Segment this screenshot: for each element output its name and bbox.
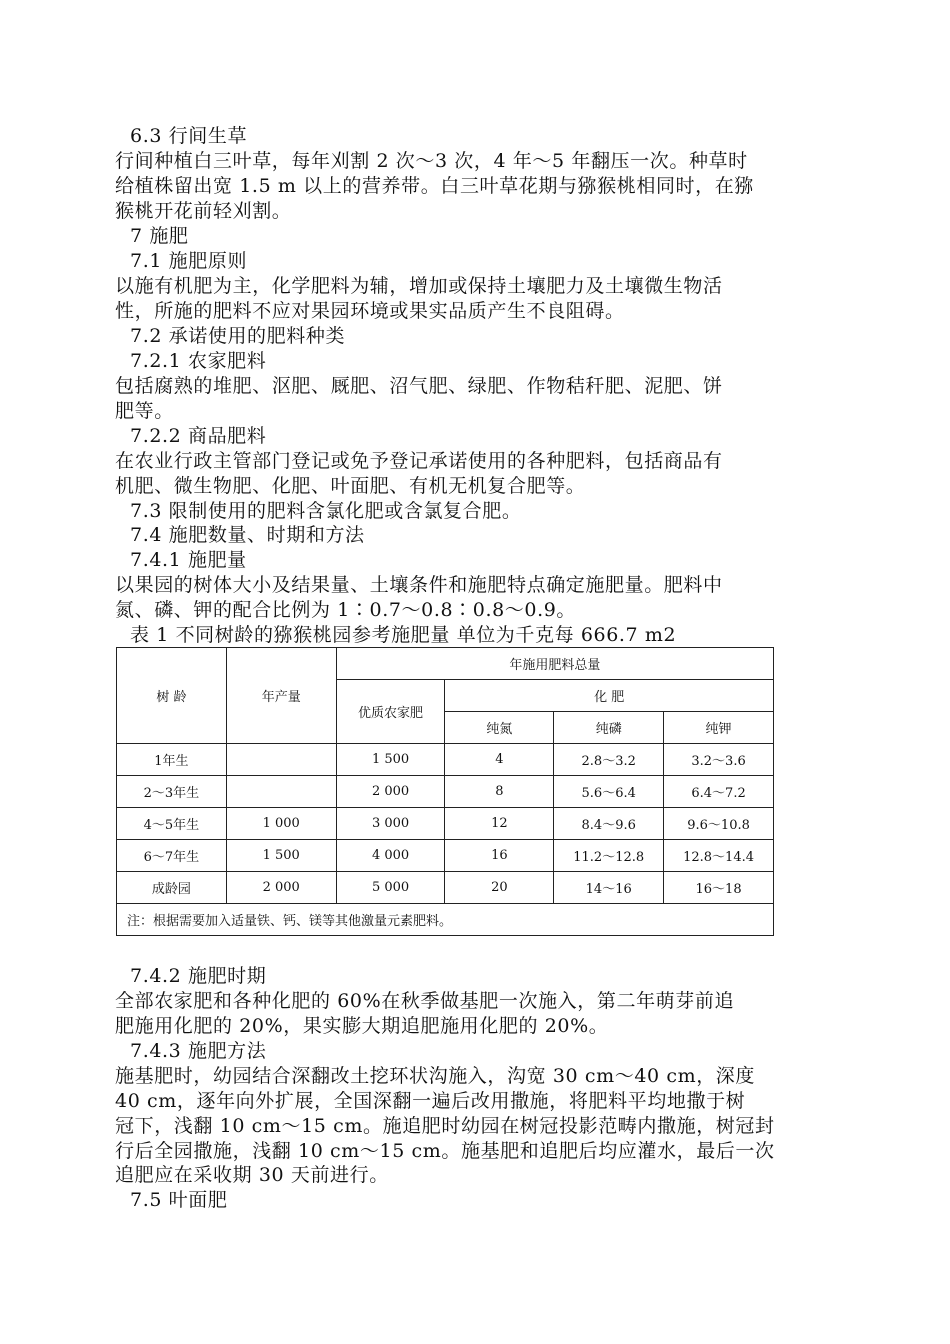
table-cell: 16～18 [664,872,774,904]
table-cell [226,744,336,776]
table-cell: 8 [445,776,554,808]
table-cell [226,776,336,808]
table-cell: 11.2～12.8 [554,840,664,872]
header-age: 树 龄 [117,648,227,744]
table-cell: 16 [445,840,554,872]
heading-7-4: 7.4 施肥数量、时期和方法 [130,524,365,546]
table-cell: 14～16 [554,872,664,904]
paragraph-line: 行间种植白三叶草，每年刈割 2 次～3 次，4 年～5 年翻压一次。种草时 [115,150,748,172]
table-cell: 2.8～3.2 [554,744,664,776]
paragraph-line: 猴桃开花前轻刈割。 [115,200,292,222]
fertilizer-table [116,647,774,936]
paragraph-line: 全部农家肥和各种化肥的 60%在秋季做基肥一次施入，第二年萌芽前追 [115,990,735,1012]
heading-7-2: 7.2 承诺使用的肥料种类 [130,325,346,347]
paragraph-line: 机肥、微生物肥、化肥、叶面肥、有机无机复合肥等。 [115,475,586,497]
header-n: 纯氮 [445,712,554,744]
table-row [117,808,774,840]
table-cell: 5.6～6.4 [554,776,664,808]
table-cell: 9.6～10.8 [664,808,774,840]
header-yield: 年产量 [226,648,336,744]
paragraph-line: 肥等。 [115,400,174,422]
table-cell: 5 000 [336,872,445,904]
paragraph-line: 冠下，浅翻 10 cm～15 cm。施追肥时幼园在树冠投影范畴内撒施，树冠封 [115,1115,775,1137]
table-row [117,840,774,872]
table-cell: 2 000 [226,872,336,904]
table-row [117,744,774,776]
header-chem: 化 肥 [445,680,774,712]
paragraph-line: 行后全园撒施，浅翻 10 cm～15 cm。施基肥和追肥后均应灌水，最后一次 [115,1140,775,1162]
header-total: 年施用肥料总量 [336,648,773,680]
paragraph-line: 给植株留出宽 1.5 m 以上的营养带。白三叶草花期与猕猴桃相同时，在猕 [115,175,754,197]
table-cell: 1年生 [117,744,227,776]
table-cell: 4 000 [336,840,445,872]
heading-7-2-2: 7.2.2 商品肥料 [130,425,267,447]
table-row [117,776,774,808]
heading-7-1: 7.1 施肥原则 [130,250,248,272]
table-cell: 3 000 [336,808,445,840]
heading-7-3: 7.3 限制使用的肥料含氯化肥或含氯复合肥。 [130,500,522,522]
table-cell: 12 [445,808,554,840]
heading-7-2-1: 7.2.1 农家肥料 [130,350,267,372]
paragraph-line: 追肥应在采收期 30 天前进行。 [115,1164,389,1186]
table-cell: 1 000 [226,808,336,840]
table-cell: 4 [445,744,554,776]
header-p: 纯磷 [554,712,664,744]
paragraph-line: 性，所施的肥料不应对果园环境或果实品质产生不良阻碍。 [115,300,625,322]
table-cell: 3.2～3.6 [664,744,774,776]
paragraph-line: 包括腐熟的堆肥、沤肥、厩肥、沼气肥、绿肥、作物秸秆肥、泥肥、饼 [115,375,723,397]
table-caption: 表 1 不同树龄的猕猴桃园参考施肥量 单位为千克每 666.7 m2 [130,624,677,646]
table-row [117,872,774,904]
table-cell: 2 000 [336,776,445,808]
table-cell: 8.4～9.6 [554,808,664,840]
paragraph-line: 氮、磷、钾的配合比例为 1∶0.7～0.8∶0.8～0.9。 [115,599,576,621]
paragraph-line: 40 cm，逐年向外扩展，全国深翻一遍后改用撒施，将肥料平均地撒于树 [115,1090,746,1112]
heading-7-5: 7.5 叶面肥 [130,1189,228,1211]
table-cell: 20 [445,872,554,904]
paragraph-line: 以施有机肥为主，化学肥料为辅，增加或保持土壤肥力及土壤微生物活 [115,275,723,297]
paragraph-line: 在农业行政主管部门登记或免予登记承诺使用的各种肥料，包括商品有 [115,450,723,472]
table-cell: 12.8～14.4 [664,840,774,872]
heading-7-4-2: 7.4.2 施肥时期 [130,965,267,987]
header-k: 纯钾 [664,712,774,744]
heading-7-4-1: 7.4.1 施肥量 [130,549,247,571]
table-cell: 4～5年生 [117,808,227,840]
heading-6-3: 6.3 行间生草 [130,125,248,147]
table-cell: 6.4～7.2 [664,776,774,808]
table-cell: 2～3年生 [117,776,227,808]
table-note: 注：根据需要加入适量铁、钙、镁等其他激量元素肥料。 [117,904,774,936]
paragraph-line: 以果园的树体大小及结果量、土壤条件和施肥特点确定施肥量。肥料中 [115,574,723,596]
table-cell: 成龄园 [117,872,227,904]
table-cell: 6～7年生 [117,840,227,872]
paragraph-line: 肥施用化肥的 20%，果实膨大期追肥施用化肥的 20%。 [115,1015,609,1037]
table-cell: 1 500 [336,744,445,776]
table-cell: 1 500 [226,840,336,872]
paragraph-line: 施基肥时，幼园结合深翻改土挖环状沟施入，沟宽 30 cm～40 cm，深度 [115,1065,755,1087]
header-manure: 优质农家肥 [336,680,445,744]
heading-7-4-3: 7.4.3 施肥方法 [130,1040,267,1062]
heading-7: 7 施肥 [130,225,189,247]
